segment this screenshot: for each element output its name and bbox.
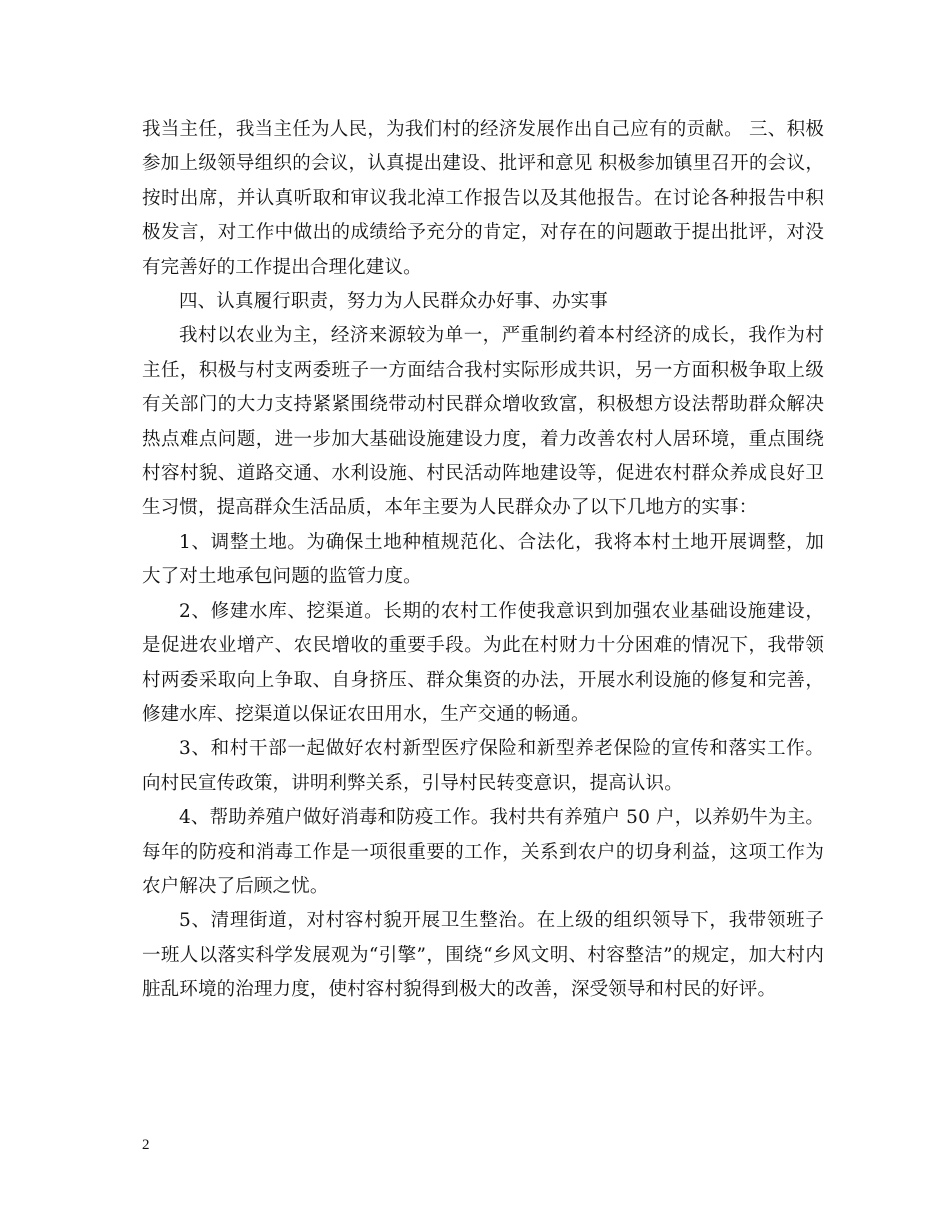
- paragraph-village-overview: 我村以农业为主，经济来源较为单一，严重制约着本村经济的成长，我作为村主任，积极与村支两委班子一方面结合我村实际形成共识，另一方面积极争取上级有关部门的大力支持紧紧围绕带动村民群众增收致富，积极想方设法帮助群众解决热点难点问题，进一步加大基础设施建设力度，着力改善农村人居环境，重点围绕村容村貌、道路交通、水利设施、村民活动阵地建设等，促进农村群众养成良好卫生习惯，提高群众生活品质，本年主要为人民群众办了以下几地方的实事：: [142, 325, 824, 519]
- document-body: [142, 113, 824, 1008]
- list-item-disinfection-epidemic: 4、帮助养殖户做好消毒和防疫工作。我村共有养殖户 50 户，以养奶牛为主。每年的防疫和消毒工作是一项很重要的工作，关系到农户的切身利益，这项工作为农户解决了后顾之忧。: [142, 807, 824, 897]
- paragraph-continuation: 我当主任，我当主任为人民，为我们村的经济发展作出自己应有的贡献。 三、积极参加上级领导组织的会议，认真提出建设、批评和意见 积极参加镇里召开的会议，按时出席，并认真听取和审议我北淖工作报告以及其他报告。在讨论各种报告中积极发言，对工作中做出的成绩给予充分的肯定，对存在的问题敢于提出批评，对没有完善好的工作提出合理化建议。: [142, 119, 824, 278]
- section-heading-four: 四、认真履行职责，努力为人民群众办好事、办实事: [179, 291, 608, 313]
- list-item-street-cleanup: 5、清理街道，对村容村貌开展卫生整治。在上级的组织领导下，我带领班子一班人以落实科学发展观为“引擎”，围绕“乡风文明、村容整洁”的规定，加大村内脏乱环境的治理力度，使村容村貌得到极大的改善，深受领导和村民的好评。: [142, 910, 824, 1001]
- list-item-land-adjustment: 1、调整土地。为确保土地种植规范化、合法化，我将本村土地开展调整，加大了对土地承包问题的监管力度。: [142, 531, 824, 588]
- page-number: 2: [142, 1137, 150, 1153]
- list-item-reservoir-canal: 2、修建水库、挖渠道。长期的农村工作使我意识到加强农业基础设施建设，是促进农业增产、农民增收的重要手段。为此在村财力十分困难的情况下，我带领村两委采取向上争取、自身挤压、群众集资的办法，开展水利设施的修复和完善，修建水库、挖渠道以保证农田用水，生产交通的畅通。: [142, 600, 824, 725]
- list-item-insurance-promotion: 3、和村干部一起做好农村新型医疗保险和新型养老保险的宣传和落实工作。向村民宣传政策，讲明利弊关系，引导村民转变意识，提高认识。: [142, 738, 824, 794]
